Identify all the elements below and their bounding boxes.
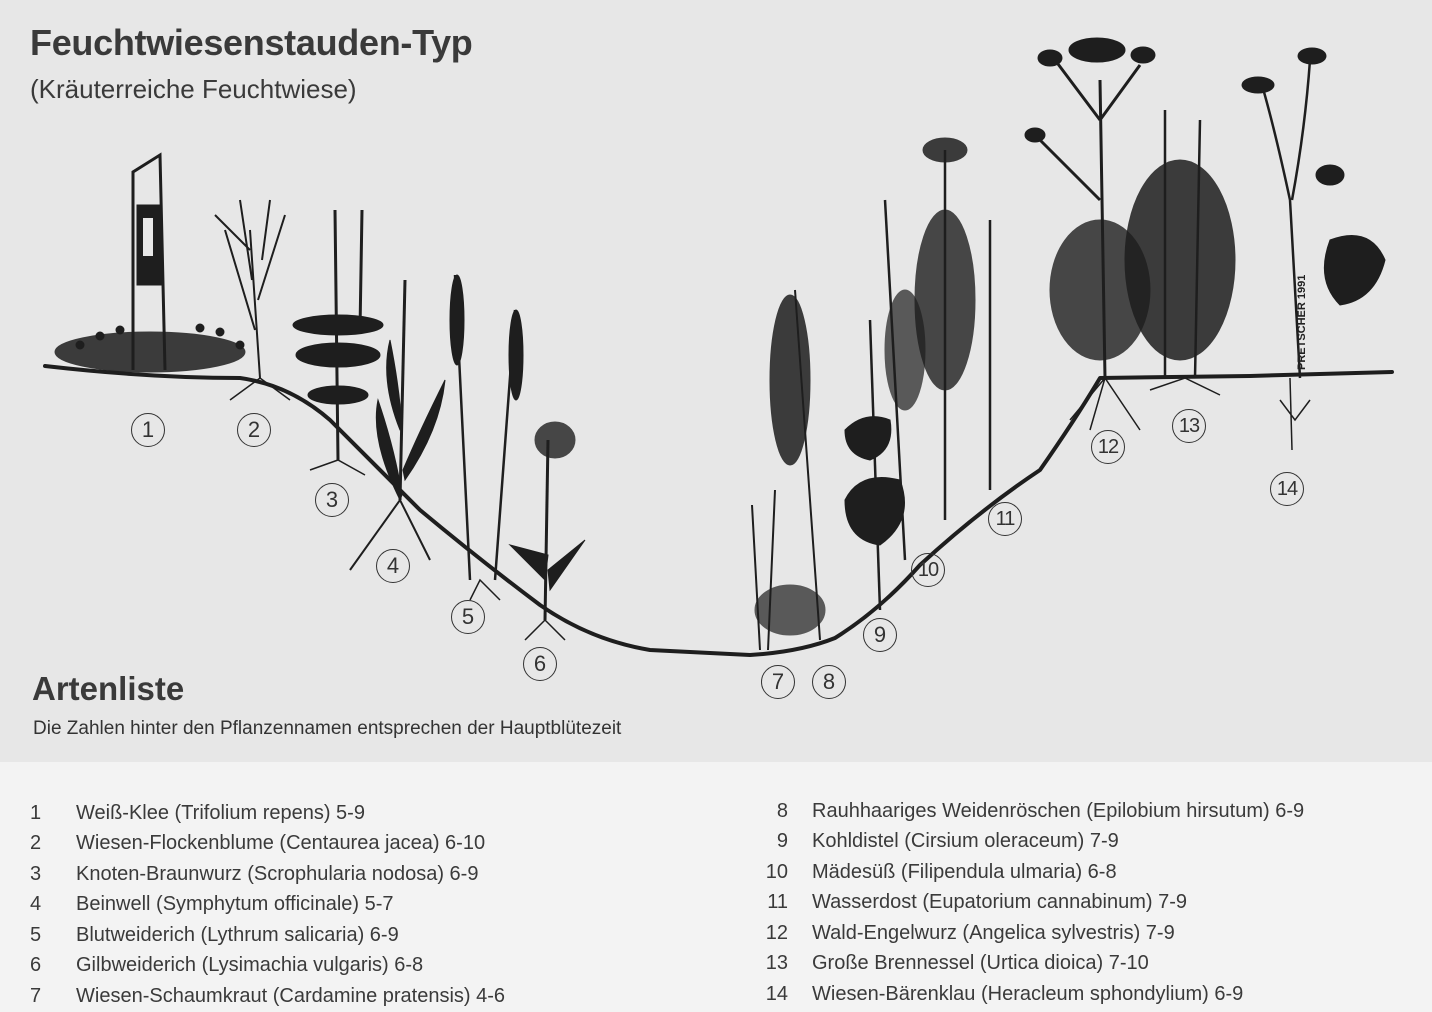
- species-name: Wiesen-Bärenklau (Heracleum sphondylium) 6-9: [812, 982, 1244, 1005]
- species-number: 9: [776, 830, 788, 853]
- plant-14-heracleum: [1242, 48, 1385, 450]
- species-row: [30, 859, 505, 890]
- plant-number-label-6: 6: [523, 647, 557, 681]
- species-number: 7: [30, 984, 42, 1007]
- species-row: [30, 951, 505, 982]
- species-name: Rauhhaariges Weidenröschen (Epilobium hirsutum) 6-9: [812, 799, 1305, 822]
- plant-number-label-10: 10: [911, 553, 945, 587]
- plant-number-label-2: 2: [237, 413, 271, 447]
- plant-number-label-8: 8: [812, 665, 846, 699]
- species-row: [30, 981, 505, 1012]
- species-list-left-column: [30, 798, 505, 1012]
- species-list-subtitle: Die Zahlen hinter den Pflanzennamen entsprechen der Hauptblütezeit: [33, 718, 622, 739]
- species-number: 11: [767, 891, 788, 914]
- species-number: 14: [765, 982, 788, 1005]
- species-row: [748, 888, 1304, 919]
- plant-2-centaurea: [215, 200, 290, 400]
- plant-number-label-11: 11: [988, 502, 1022, 536]
- plant-number-label-4: 4: [376, 549, 410, 583]
- species-row: [30, 829, 505, 860]
- species-name: Mädesüß (Filipendula ulmaria) 6-8: [812, 860, 1117, 883]
- species-name: Kohldistel (Cirsium oleraceum) 7-9: [812, 830, 1119, 853]
- page-subtitle: (Kräuterreiche Feuchtwiese): [30, 74, 357, 104]
- species-name: Blutweiderich (Lythrum salicaria) 6-9: [76, 923, 399, 946]
- species-row: [30, 890, 505, 921]
- species-number: 2: [30, 832, 42, 855]
- species-number: 4: [30, 893, 42, 916]
- species-name: Beinwell (Symphytum officinale) 5-7: [76, 893, 394, 916]
- species-number: 12: [765, 921, 788, 944]
- plant-number-label-5: 5: [451, 600, 485, 634]
- species-number: 5: [30, 923, 42, 946]
- species-row: [748, 827, 1304, 858]
- plant-number-label-13: 13: [1172, 409, 1206, 443]
- plant-1-trifolium: [55, 155, 245, 372]
- plant-3-scrophularia: [293, 210, 383, 475]
- species-number: 3: [30, 862, 42, 885]
- plant-number-label-7: 7: [761, 665, 795, 699]
- plant-number-label-9: 9: [863, 618, 897, 652]
- species-name: Wald-Engelwurz (Angelica sylvestris) 7-9: [812, 921, 1175, 944]
- species-name: Wiesen-Schaumkraut (Cardamine pratensis) 4-6: [76, 984, 506, 1007]
- species-name: Wasserdost (Eupatorium cannabinum) 7-9: [812, 891, 1187, 914]
- plant-7-8-cardamine-epilobium: [752, 290, 825, 650]
- species-number: 6: [30, 954, 42, 977]
- plant-number-label-12: 12: [1091, 430, 1125, 464]
- species-name: Knoten-Braunwurz (Scrophularia nodosa) 6-9: [76, 862, 479, 885]
- page-title: Feuchtwiesenstauden-Typ: [30, 22, 473, 63]
- plant-13-urtica: [1125, 110, 1235, 395]
- plant-10-11-filipendula-eupatorium: [885, 138, 990, 560]
- artist-signature: PRETSCHER 1991: [1296, 274, 1308, 370]
- species-number: 1: [30, 801, 42, 824]
- species-name: Große Brennessel (Urtica dioica) 7-10: [812, 952, 1149, 975]
- species-row: [30, 920, 505, 951]
- plant-number-label-3: 3: [315, 483, 349, 517]
- species-name: Gilbweiderich (Lysimachia vulgaris) 6-8: [76, 954, 424, 977]
- species-row: [748, 857, 1304, 888]
- species-number: 10: [765, 860, 788, 883]
- species-name: Weiß-Klee (Trifolium repens) 5-9: [76, 801, 365, 824]
- species-number: 13: [765, 952, 788, 975]
- species-list-right-column: [748, 796, 1304, 1010]
- species-row: [748, 796, 1304, 827]
- species-row: [748, 949, 1304, 980]
- plant-5-lythrum: [450, 275, 523, 600]
- species-list-title: Artenliste: [32, 670, 185, 707]
- species-row: [748, 979, 1304, 1010]
- species-number: 8: [776, 799, 788, 822]
- plant-number-label-1: 1: [131, 413, 165, 447]
- plant-number-label-14: 14: [1270, 472, 1304, 506]
- plant-6-lysimachia: [510, 422, 585, 640]
- species-row: [30, 798, 505, 829]
- species-name: Wiesen-Flockenblume (Centaurea jacea) 6-10: [76, 832, 486, 855]
- species-row: [748, 918, 1304, 949]
